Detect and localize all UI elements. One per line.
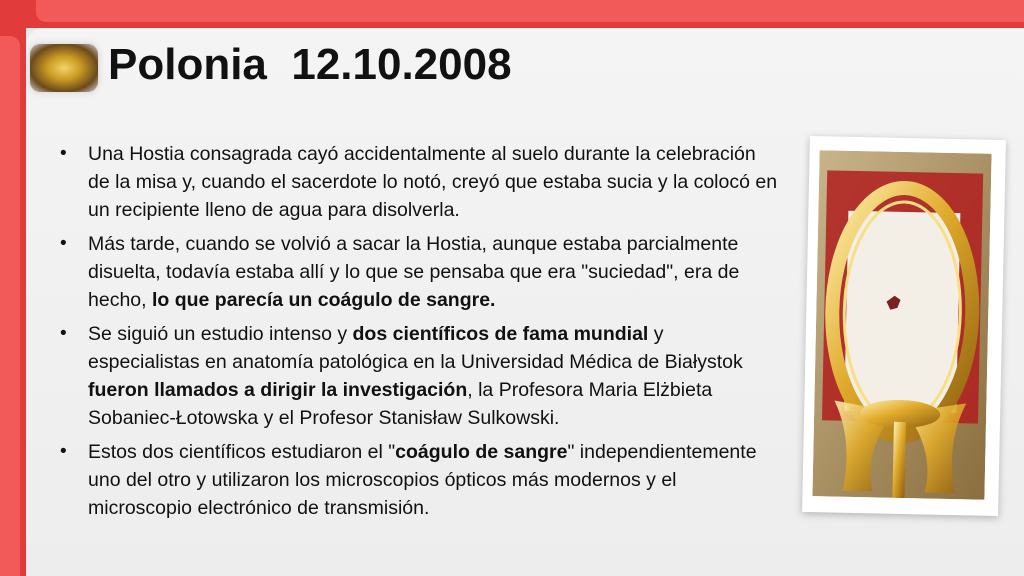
bullet-3-bold-a: dos científicos de fama mundial xyxy=(352,323,649,345)
bullet-4-text-c: " independientemente uno del otro y utilizaron los microscopios ópticos más modernos y el microscopio electrónico de transmisión. xyxy=(88,441,757,519)
bullet-dot: • xyxy=(60,143,67,164)
bullet-3-text-a: Se siguió un estudio intenso y xyxy=(88,323,353,345)
slide-title: Polonia 12.10.2008 xyxy=(108,40,512,89)
reliquary-photo-icon xyxy=(812,150,991,500)
bullet-2-bold: lo que parecía un coágulo de sangre. xyxy=(151,289,496,311)
bullet-dot: • xyxy=(60,441,67,462)
reliquary-photo-frame xyxy=(802,136,1006,516)
bullet-item-2 xyxy=(60,230,780,314)
host-monstrance-icon xyxy=(30,44,98,92)
bullet-dot: • xyxy=(60,323,67,344)
bullet-2-text: Más tarde, cuando se volvió a sacar la Hostia, aunque estaba parcialmente disuelta, todavía estaba allí y lo que se pensaba que era "suciedad", era de hecho, xyxy=(88,233,740,311)
top-red-stripe xyxy=(36,0,1024,22)
bullet-3-bold-d: fueron llamados a dirigir la investigación xyxy=(88,379,468,401)
bullet-3-text-c: y especialistas en anatomía patológica en la Universidad Médica de Białystok xyxy=(88,323,743,373)
bullet-3-text-e: , la Profesora Maria Elżbieta Sobaniec-Łotowska y el Profesor Stanisław Sulkowski. xyxy=(88,379,713,429)
bullet-4-text-a: Estos dos científicos estudiaron el " xyxy=(88,441,396,463)
bullet-dot: • xyxy=(60,233,67,254)
bullet-4-bold-b: coágulo de sangre xyxy=(395,441,568,463)
bullet-list xyxy=(60,140,780,528)
bullet-item-1 xyxy=(60,140,780,224)
left-red-stripe xyxy=(0,36,20,576)
bullet-item-3 xyxy=(60,320,780,432)
bullet-item-4 xyxy=(60,438,780,522)
bullet-1-text: Una Hostia consagrada cayó accidentalmente al suelo durante la celebración de la misa y, cuando el sacerdote lo notó, creyó que estaba sucia y la colocó en un recipiente lleno de agua para disolverla. xyxy=(88,143,778,221)
